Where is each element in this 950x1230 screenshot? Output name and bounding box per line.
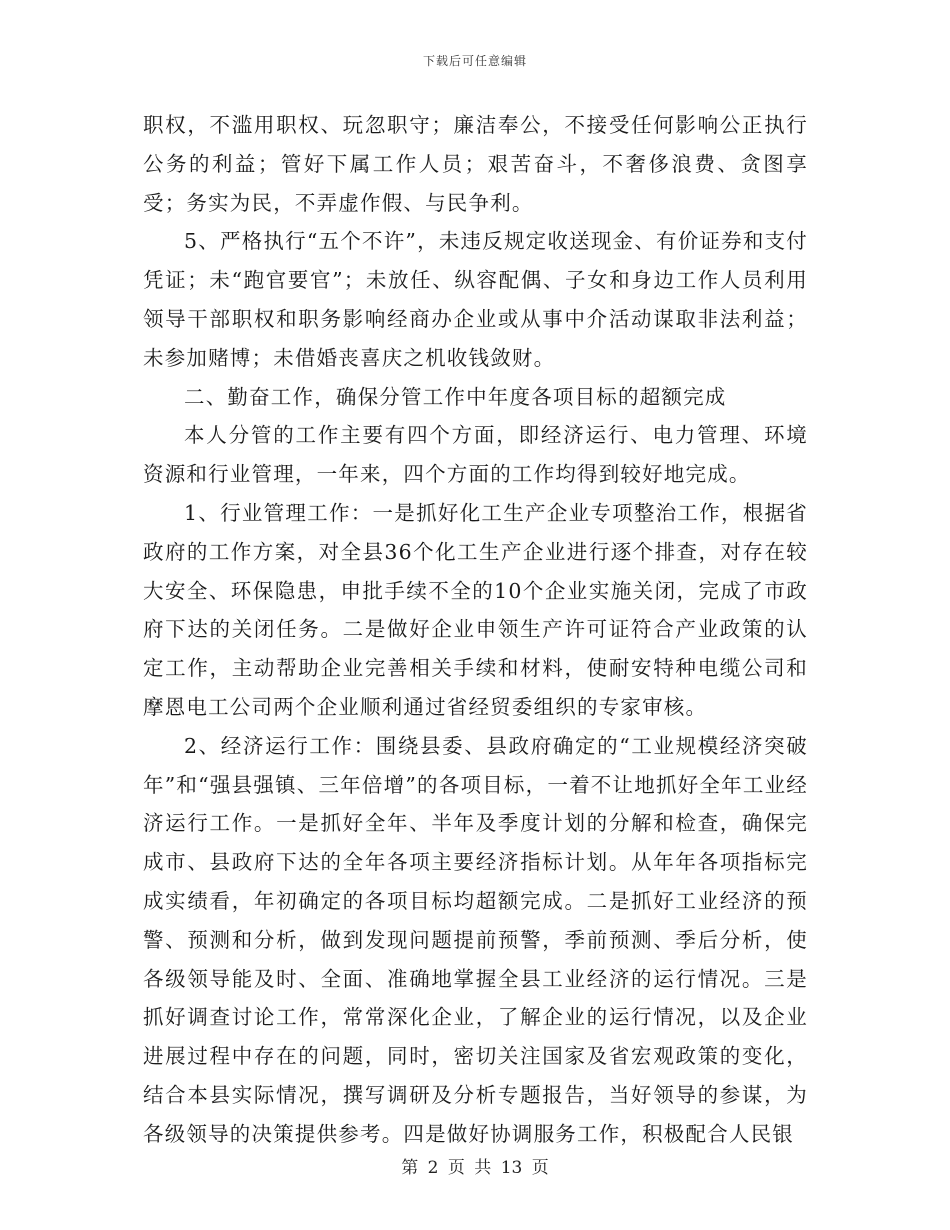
paragraph-3: 本人分管的工作主要有四个方面，即经济运行、电力管理、环境资源和行业管理，一年来，四个方面的工作均得到较好地完成。 (143, 423, 808, 487)
document-body (143, 106, 808, 1154)
paragraph-2: 5、严格执行“五个不许”，未违反规定收送现金、有价证券和支付凭证；未“跑官要官”；未放任、纵容配偶、子女和身边工作人员利用领导干部职权和职务影响经商办企业或从事中介活动谋取非法利益；未参加赌博；未借婚丧喜庆之机收钱敛财。 (143, 229, 808, 370)
paragraph-1: 职权，不滥用职权、玩忽职守；廉洁奉公，不接受任何影响公正执行公务的利益；管好下属工作人员；艰苦奋斗，不奢侈浪费、贪图享受；务实为民，不弄虚作假、与民争利。 (143, 113, 808, 215)
paragraph-5: 2、经济运行工作：围绕县委、县政府确定的“工业规模经济突破年”和“强县强镇、三年倍增”的各项目标，一着不让地抓好全年工业经济运行工作。一是抓好全年、半年及季度计划的分解和检查，确保完成市、县政府下达的全年各项主要经济指标计划。从年年各项指标完成实绩看，年初确定的各项目标均超额完成。二是抓好工业经济的预警、预测和分析，做到发现问题提前预警，季前预测、季后分析，使各级领导能及时、全面、准确地掌握全县工业经济的运行情况。三是抓好调查讨论工作，常常深化企业，了解企业的运行情况，以及企业进展过程中存在的问题，同时，密切关注国家及省宏观政策的变化，结合本县实际情况，撰写调研及分析专题报告，当好领导的参谋，为各级领导的决策提供参考。四是做好协调服务工作，积极配合人民银 (143, 733, 808, 1146)
page-number-footer: 第 2 页 共 13 页 (401, 1158, 549, 1178)
section-heading: 二、勤奋工作，确保分管工作中年度各项目标的超额完成 (184, 384, 727, 409)
paragraph-4: 1、行业管理工作：一是抓好化工生产企业专项整治工作，根据省政府的工作方案，对全县36个化工生产企业进行逐个排查，对存在较大安全、环保隐患，申批手续不全的10个企业实施关闭，完成了市政府下达的关闭任务。二是做好企业申领生产许可证符合产业政策的认定工作，主动帮助企业完善相关手续和材料，使耐安特种电缆公司和摩恩电工公司两个企业顺利通过省经贸委组织的专家审核。 (143, 500, 808, 719)
page-header: 下载后可任意编辑 (422, 54, 527, 68)
